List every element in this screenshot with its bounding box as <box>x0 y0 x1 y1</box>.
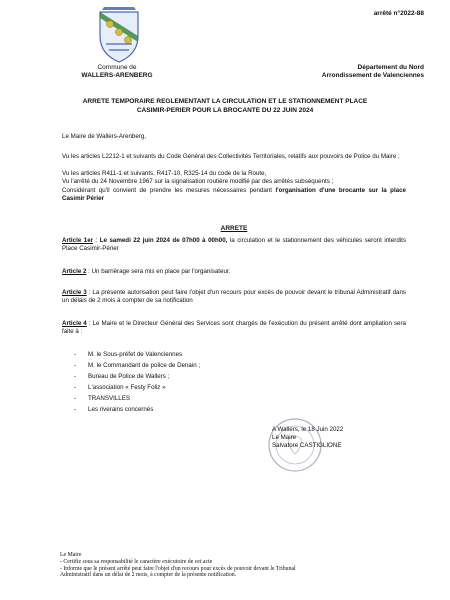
list-item: - Les riverains concernés <box>74 404 200 415</box>
article-3-text: : La présente autorisation peut faire l'objet d'un recours pour excès de pouvoir devant le tribunal Administratif dans un délais de 2 mois à compter de sa notification <box>62 289 406 304</box>
decree-number: arrêté n°2022-88 <box>373 10 424 17</box>
footer-line-4: Administratif dans un délai de 2 mois, à compter de la présente notification. <box>60 572 237 579</box>
footer-certification <box>60 552 430 579</box>
article-2 <box>62 268 406 276</box>
commune-header <box>62 64 172 80</box>
list-item: - TRANSVILLES <box>74 393 200 404</box>
list-item: - M. le Sous-préfet de Valenciennes <box>74 349 200 360</box>
considerant-text: Considérant qu'il convient de prendre les mesures nécessaires pendant <box>62 187 276 194</box>
consideration-vu-1: Vu les articles L2212-1 et suivants du Code Général des Collectivités Territoriales, relatifs aux pouvoirs de Police du Maire ; <box>62 153 400 160</box>
article-4-label: Article 4 <box>62 320 87 327</box>
consideration-considerant <box>62 187 406 203</box>
arrondissement-line: Arrondissement de Valenciennes <box>321 72 424 79</box>
commune-name: WALLERS-ARENBERG <box>81 72 153 79</box>
article-1-label: Article 1er <box>62 237 94 244</box>
recipients-list <box>74 349 200 415</box>
title-line-1: ARRETE TEMPORAIRE REGLEMENTANT LA CIRCULATION ET LE STATIONNEMENT PLACE <box>82 98 368 105</box>
article-1-bold: Le samedi 22 juin 2024 de 07h00 à 00h00, <box>99 237 228 244</box>
intro-line: Le Maire de Wallers-Arenberg, <box>62 133 147 140</box>
document-title <box>70 97 380 115</box>
article-1: Article 1er : Le samedi 22 juin 2024 de 07h00 à 00h00, la circulation et le stationnement des véhicules seront interdits Place Casimir-Périer <box>62 237 406 252</box>
list-item: - L'association « Festy Foliz » <box>74 382 200 393</box>
commune-label: Commune de <box>97 64 137 71</box>
signature-place-date: A Wallers, le 18 Juin 2022 <box>272 426 344 433</box>
article-4-text: : Le Maire et le Directeur Général des Services sont chargés de l'exécution du présent arrêté dont ampliation sera faite à : <box>62 320 406 335</box>
commune-coat-of-arms <box>96 6 142 64</box>
footer-line-2: - Certifie sous sa responsabilité le caractère exécutoire de cet acte <box>60 558 213 565</box>
department-header <box>322 64 424 80</box>
considerant-bold: l'organisation d'une brocante sur la place Casimir Périer <box>62 187 406 202</box>
footer-line-3: - Informe que le présent arrêté peut faire l'objet d'un recours pour excès de pouvoir devant le Tribunal <box>60 565 296 572</box>
title-line-2: CASIMIR-PERIER POUR LA BROCANTE DU 22 JUIN 2024 <box>136 107 314 114</box>
article-3-label: Article 3 <box>62 289 87 296</box>
article-3 <box>62 289 406 305</box>
article-4 <box>62 320 406 336</box>
list-item: - M. le Commandant de police de Denain ; <box>74 360 200 371</box>
article-1-text: la circulation et le stationnement des véhicules seront interdits Place Casimir-Périer <box>62 237 406 252</box>
department-line: Département du Nord <box>357 64 424 71</box>
signature-name: Salvatore CASTIGLIONE <box>272 442 342 449</box>
footer-line-1: Le Maire <box>60 552 82 558</box>
arrete-heading: ARRETE <box>220 225 248 232</box>
consideration-vu-3: Vu l'arrêté du 24 Novembre 1967 sur la signalisation routière modifié par des arrêtés subséquents ; <box>62 178 334 185</box>
consideration-vu-2: Vu les articles R411-1 et suivants, R417-10, R325-14 du code de la Route, <box>62 170 267 177</box>
signature-role: Le Maire <box>272 434 297 441</box>
article-2-text: : Un barrièrage sera mis en place par l'organisateur. <box>86 268 231 275</box>
article-2-label: Article 2 <box>62 268 87 275</box>
signature-block <box>272 426 343 450</box>
list-item: - Bureau de Police de Wallers ; <box>74 371 200 382</box>
